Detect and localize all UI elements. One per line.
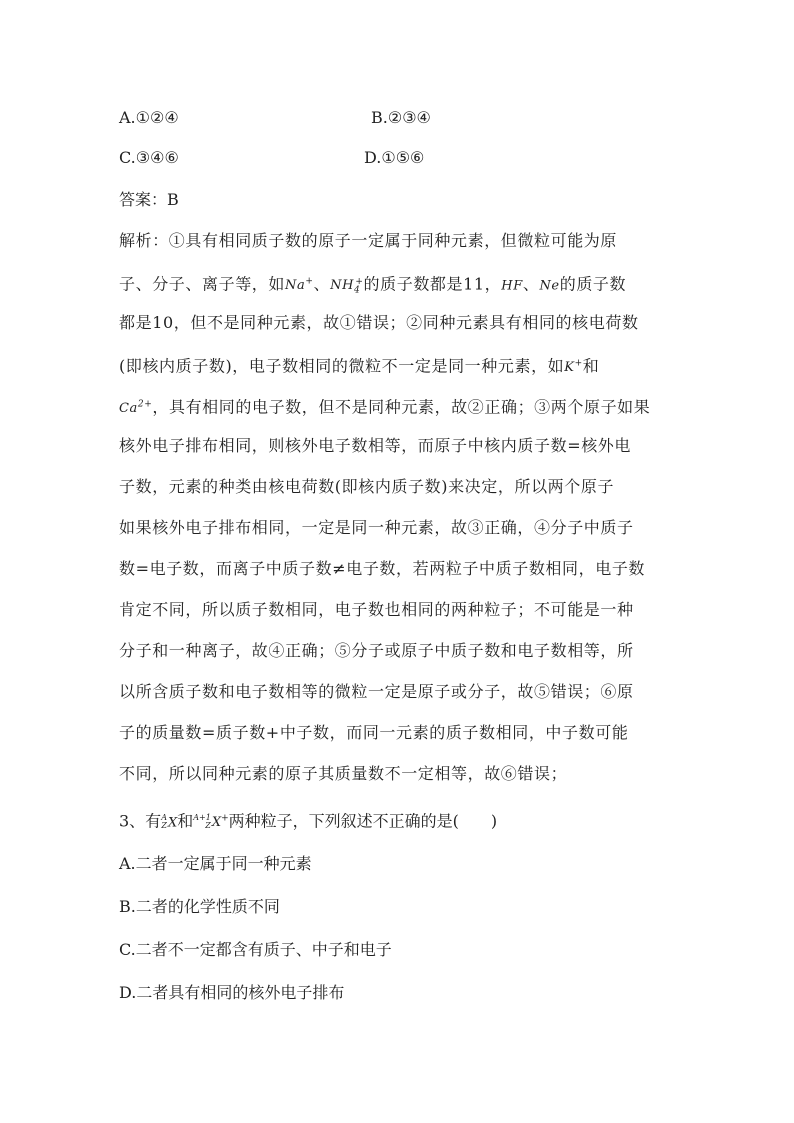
option-b-prev: B.②③④ [371,108,431,127]
explanation-line [119,395,650,419]
question-3-option-a: A.二者一定属于同一种元素 [119,854,312,873]
explanation-line: 以所含质子数和电子数相等的微粒一定是原子或分子，故⑤错误；⑥原 [119,682,634,701]
text: 的质子数 [559,274,627,294]
formula-hf: HF [501,278,523,294]
isotope-2-numbers: A+1 Z [193,812,211,830]
formula-ne: Ne [539,278,560,294]
isotope-1-numbers: A Z [161,812,167,830]
question-3-option-c: C.二者不一定都含有质子、中子和电子 [119,940,392,959]
text: 子、分子、离子等，如 [119,274,286,294]
option-a-prev: A.①②④ [119,108,179,127]
text: 和 [177,811,194,831]
formula-nh4: $NH_4^+$ [330,277,364,296]
answer: 答案：B [119,190,179,209]
isotope-2-symbol: X+ [211,814,229,831]
question-3-option-b: B.二者的化学性质不同 [119,897,280,916]
separator: 、 [313,274,331,294]
formula-na: Na+ [285,277,314,294]
text: 的质子数都是11， [363,274,502,294]
option-c-prev: C.③④⑥ [119,148,179,167]
text: 两种粒子，下列叙述不正确的是( ) [228,811,498,831]
formula-k: K+ [564,359,583,376]
text: 和 [582,356,600,376]
explanation-line: 子数，元素的种类由核电荷数(即核内质子数)来决定，所以两个原子 [119,477,615,496]
explanation-line: 子的质量数=质子数+中子数，而同一元素的质子数相同，中子数可能 [119,723,629,742]
explanation-line: 解析：①具有相同质子数的原子一定属于同种元素，但微粒可能为原 [119,231,618,250]
text: ，具有相同的电子数，但不是同种元素，故②正确；③两个原子如果 [152,397,651,417]
explanation-line: 如果核外电子排布相同，一定是同一种元素，故③正确，④分子中质子 [119,518,634,537]
explanation-line [119,354,599,378]
explanation-line: 分子和一种离子，故④正确；⑤分子或原子中质子数和电子数相等，所 [119,641,634,660]
explanation-line: 都是10，但不是同种元素，故①错误；②同种元素具有相同的核电荷数 [119,313,639,332]
option-d-prev: D.①⑤⑥ [364,148,425,167]
explanation-line: 核外电子排布相同，则核外电子数相等，而原子中核内质子数=核外电 [119,436,632,455]
explanation-line: 肯定不同，所以质子数相同，电子数也相同的两种粒子；不可能是一种 [119,600,634,619]
question-3-stem [119,809,497,833]
isotope-1-symbol: X [167,815,178,831]
separator: 、 [522,274,540,294]
explanation-line [119,272,626,301]
explanation-line: 不同，所以同种元素的原子其质量数不一定相等，故⑥错误； [119,764,568,783]
text: 3、有 [119,811,162,831]
explanation-line: 数=电子数，而离子中质子数≠电子数，若两粒子中质子数相同，电子数 [119,559,646,578]
question-3-option-d: D.二者具有相同的核外电子排布 [119,983,345,1002]
formula-ca: $Ca^{2+}$ [119,400,153,417]
text: (即核内质子数)，电子数相同的微粒不一定是同一种元素，如 [119,356,565,376]
